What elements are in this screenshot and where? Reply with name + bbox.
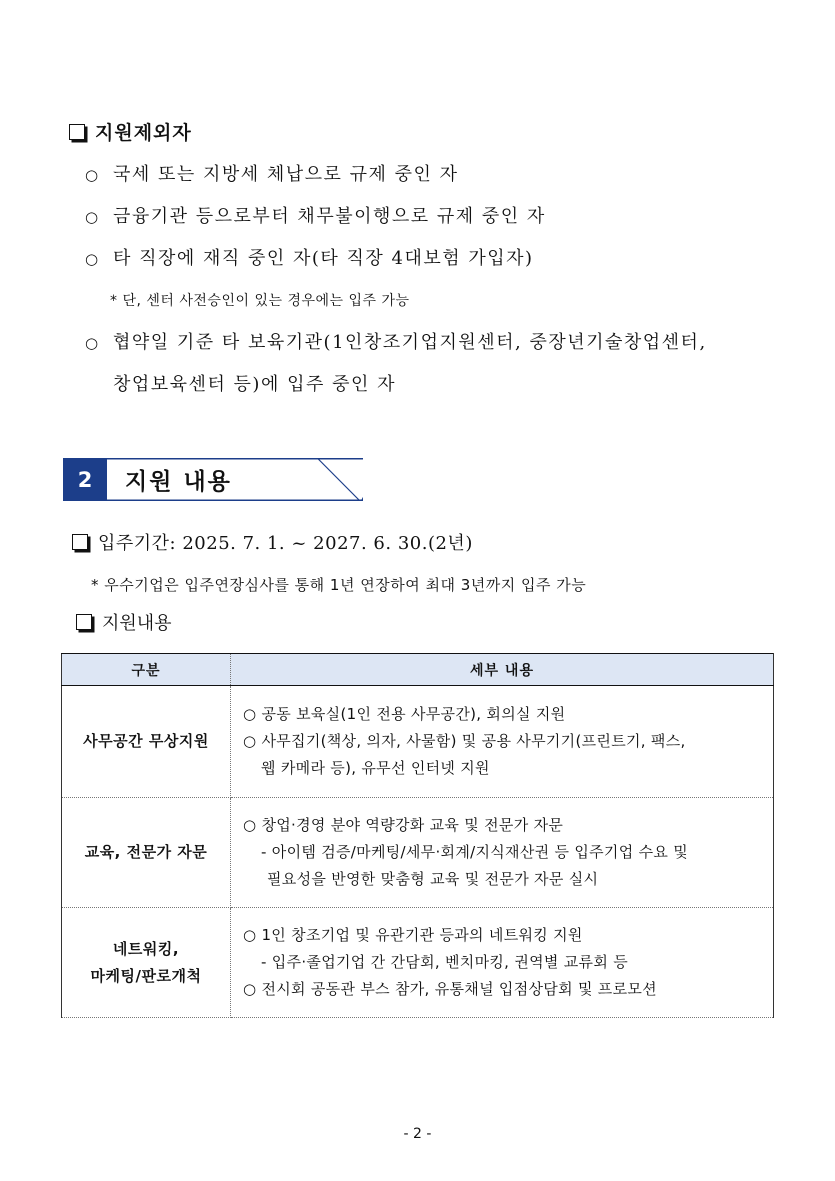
row-detail: ○ 1인 창조기업 및 유관기관 등과의 네트워킹 지원 - 입주·졸업기업 간 간담회, 벤치마킹, 권역별 교류회 등 ○ 전시회 공동관 부스 참가, 유통채널 입점상담회 및 프로모션 <box>231 908 774 1018</box>
table-row <box>62 798 774 908</box>
circle-bullet-icon: ○ <box>85 166 100 184</box>
support-heading-text: 지원내용 <box>102 613 172 634</box>
table-row <box>62 686 774 798</box>
table-row <box>62 908 774 1018</box>
row-detail: ○ 창업·경영 분야 역량강화 교육 및 전문가 자문 - 아이템 검증/마케팅/세무·회계/지식재산권 등 입주기업 수요 및 필요성을 반영한 맞춤형 교육 및 전문가 자문 실시 <box>231 798 774 908</box>
period-note: * 우수기업은 입주연장심사를 통해 1년 연장하여 최대 3년까지 입주 가능 <box>91 576 587 594</box>
header-detail: 세부 내용 <box>231 654 774 686</box>
circle-bullet-icon: ○ <box>85 208 100 226</box>
circle-bullet-icon: ○ <box>85 334 100 352</box>
circle-bullet-icon: ○ <box>85 250 100 268</box>
section-number: 2 <box>63 458 107 501</box>
table-header-row <box>62 654 774 686</box>
header-category: 구분 <box>62 654 231 686</box>
row-category: 교육, 전문가 자문 <box>62 798 231 908</box>
support-table <box>61 653 774 1018</box>
row-detail: ○ 공동 보육실(1인 전용 사무공간), 회의실 지원 ○ 사무집기(책상, 의자, 사물함) 및 공용 사무기기(프린트기, 팩스, 웹 카메라 등), 유무선 인터넷 지원 <box>231 686 774 798</box>
period-text: 입주기간: 2025. 7. 1. ~ 2027. 6. 30.(2년) <box>98 533 473 554</box>
checkbox-square-icon <box>69 124 85 140</box>
exclusion-item-4: ○ 협약일 기준 타 보육기관(1인창조기업지원센터, 중장년기술창업센터, <box>85 332 707 353</box>
exclusion-heading-text: 지원제외자 <box>95 122 192 144</box>
exclusion-item-4-cont: 창업보육센터 등)에 입주 중인 자 <box>113 374 396 395</box>
checkbox-square-icon <box>76 614 92 630</box>
exclusion-heading <box>69 118 192 145</box>
row-category: 사무공간 무상지원 <box>62 686 231 798</box>
section-title: 지원 내용 <box>125 469 232 495</box>
support-heading <box>76 609 172 635</box>
exclusion-item-2: ○ 금융기관 등으로부터 채무불이행으로 규제 중인 자 <box>85 206 546 227</box>
exclusion-item-3: ○ 타 직장에 재직 중인 자(타 직장 4대보험 가입자) <box>85 248 534 269</box>
exclusion-item-1: ○ 국세 또는 지방세 체납으로 규제 중인 자 <box>85 164 459 185</box>
row-category: 네트워킹, 마케팅/판로개척 <box>62 908 231 1018</box>
checkbox-square-icon <box>72 534 88 550</box>
exclusion-note: * 단, 센터 사전승인이 있는 경우에는 입주 가능 <box>110 293 410 309</box>
section-header <box>63 458 363 501</box>
period-line <box>72 529 473 555</box>
page-number: - 2 - <box>403 1126 432 1142</box>
